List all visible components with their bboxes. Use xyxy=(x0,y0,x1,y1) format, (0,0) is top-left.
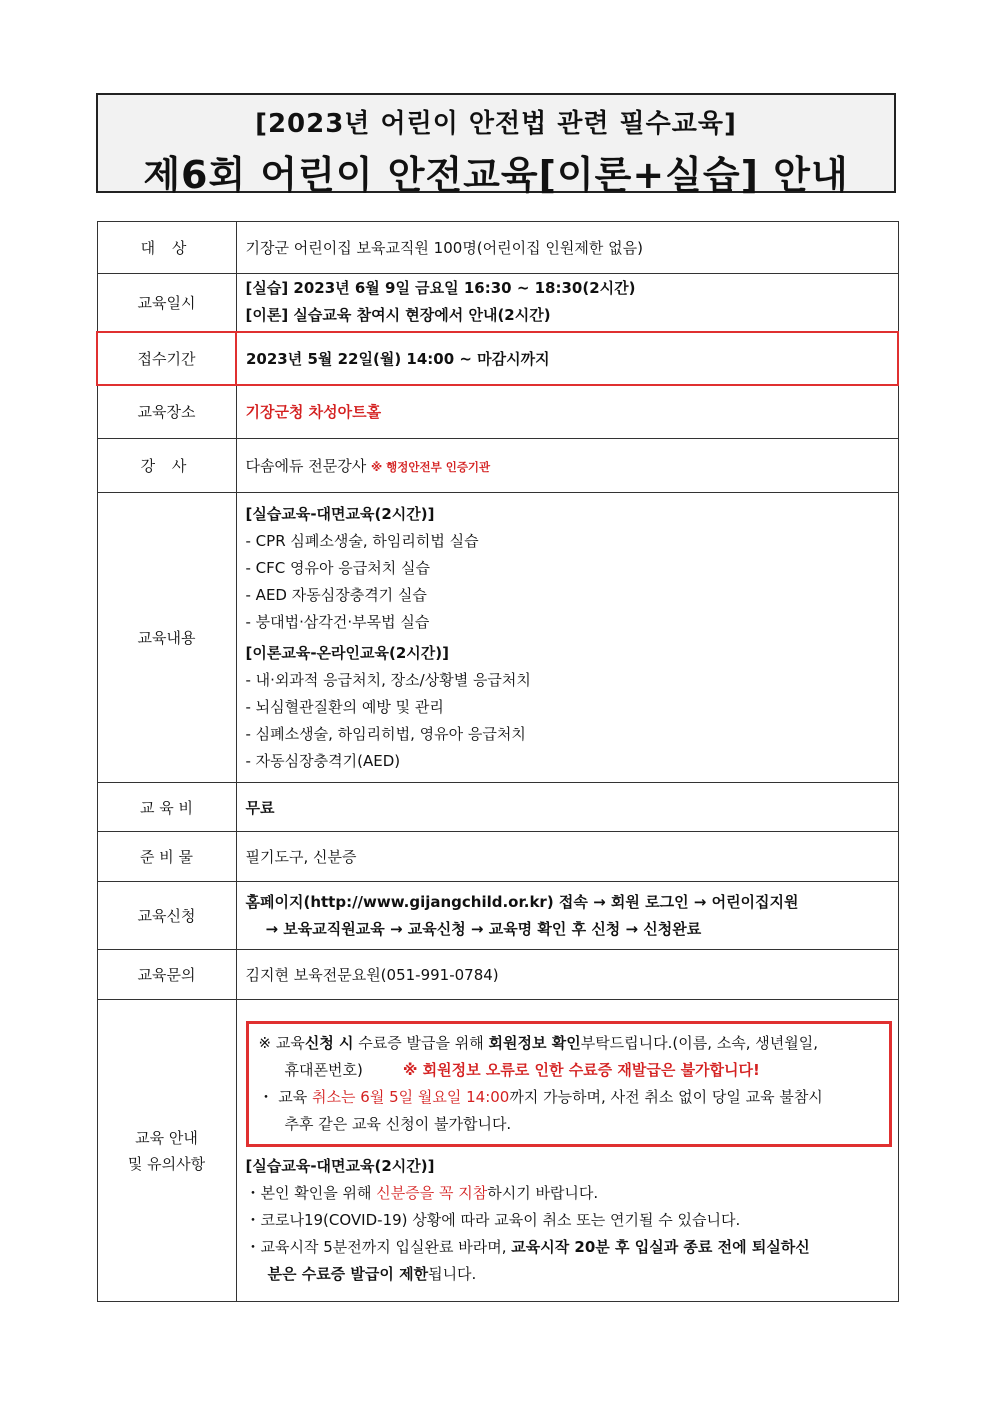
row-content xyxy=(97,493,898,783)
info-table xyxy=(96,221,899,1302)
list-item: 분은 수료증 발급이 제한됩니다. xyxy=(267,1265,477,1283)
list-item: - 내·외과적 응급처치, 장소/상황별 응급처치 xyxy=(245,670,531,689)
value-reception: 2023년 5월 22일(월) 14:00 ~ 마감시까지 xyxy=(236,332,898,385)
notice-text: 휴대폰번호) xyxy=(284,1061,363,1079)
value-fee: 무료 xyxy=(236,783,898,832)
value-target: 기장군 어린이집 보육교직원 100명(어린이집 인원제한 없음) xyxy=(236,222,898,274)
apply-line-2: → 보육교직원교육 → 교육신청 → 교육명 확인 후 신청 → 신청완료 xyxy=(265,919,702,938)
label-schedule: 교육일시 xyxy=(97,274,236,332)
page-title: 제6회 어린이 안전교육[이론+실습] 안내 xyxy=(143,153,849,197)
practice-title: [실습교육-대면교육(2시간)] xyxy=(245,504,435,523)
label-supplies: 준 비 물 xyxy=(97,832,236,882)
value-instructor: 다솜에듀 전문강사 xyxy=(245,457,367,475)
row-notes xyxy=(97,1000,898,1302)
row-target xyxy=(97,222,898,274)
theory-title: [이론교육-온라인교육(2시간)] xyxy=(245,643,449,662)
title-box xyxy=(96,93,896,197)
label-apply: 교육신청 xyxy=(97,882,236,950)
schedule-practice: [실습] 2023년 6월 9일 금요일 16:30 ~ 18:30(2시간) xyxy=(245,279,636,298)
list-item: - 뇌심혈관질환의 예방 및 관리 xyxy=(245,697,444,716)
notice-text: 신청 시 xyxy=(304,1034,354,1052)
schedule-theory: [이론] 실습교육 참여시 현장에서 안내(2시간) xyxy=(245,306,551,325)
notice-text: 추후 같은 교육 신청이 불가합니다. xyxy=(284,1115,512,1133)
row-schedule xyxy=(97,274,898,332)
value-venue: 기장군청 차성아트홀 xyxy=(236,385,898,439)
list-item: - CPR 심폐소생술, 하임리히법 실습 xyxy=(245,531,479,550)
notice-text: 까지 가능하며, 사전 취소 없이 당일 교육 불참시 xyxy=(509,1088,823,1106)
notice-text: 수료증 발급을 위해 xyxy=(353,1034,489,1052)
notice-cancel-deadline: 취소는 6월 5일 월요일 14:00 xyxy=(312,1088,510,1106)
list-item: ・본인 확인을 위해 신분증을 꼭 지참하시기 바랍니다. xyxy=(245,1184,599,1202)
label-target: 대 상 xyxy=(97,222,236,274)
notice-text: ・ 교육 xyxy=(258,1088,313,1106)
row-fee xyxy=(97,783,898,832)
list-item: - 심폐소생술, 하임리히법, 영유아 응급처치 xyxy=(245,724,526,743)
label-instructor: 강 사 xyxy=(97,439,236,493)
value-inquiry: 김지현 보육전문요원(051-991-0784) xyxy=(236,950,898,1000)
value-supplies: 필기도구, 신분증 xyxy=(236,832,898,882)
notice-text: 부탁드립니다.(이름, 소속, 생년월일, xyxy=(580,1034,819,1052)
row-reception xyxy=(97,332,898,385)
apply-line-1: 홈페이지(http://www.gijangchild.or.kr) 접속 → 회원 로그인 → 어린이집지원 xyxy=(245,892,799,911)
notes-section-title: [실습교육-대면교육(2시간)] xyxy=(245,1157,435,1175)
label-inquiry: 교육문의 xyxy=(97,950,236,1000)
list-item: ・교육시작 5분전까지 입실완료 바라며, 교육시작 20분 후 입실과 종료 전에 퇴실하신 xyxy=(245,1238,810,1256)
row-instructor xyxy=(97,439,898,493)
instructor-note: ※ 행정안전부 인증기관 xyxy=(370,460,491,474)
list-item: - AED 자동심장충격기 실습 xyxy=(245,585,427,604)
list-item: ・코로나19(COVID-19) 상황에 따라 교육이 취소 또는 연기될 수 있습니다. xyxy=(245,1211,741,1229)
row-inquiry xyxy=(97,950,898,1000)
notice-text: ※ 교육 xyxy=(258,1034,305,1052)
row-supplies xyxy=(97,832,898,882)
label-reception: 접수기간 xyxy=(97,332,236,385)
notice-warning: ※ 회원정보 오류로 인한 수료증 재발급은 불가합니다! xyxy=(402,1061,760,1079)
list-item: - 자동심장충격기(AED) xyxy=(245,751,401,770)
label-fee: 교 육 비 xyxy=(97,783,236,832)
label-notes-2: 및 유의사항 xyxy=(127,1154,206,1173)
notice-box xyxy=(246,1021,892,1147)
label-notes-1: 교육 안내 xyxy=(135,1128,198,1147)
page-subtitle: [2023년 어린이 안전법 관련 필수교육] xyxy=(255,109,737,139)
list-item: - CFC 영유아 응급처치 실습 xyxy=(245,558,430,577)
row-venue xyxy=(97,385,898,439)
row-apply xyxy=(97,882,898,950)
list-item: - 붕대법·삼각건·부목법 실습 xyxy=(245,612,430,631)
notice-text: 회원정보 확인 xyxy=(488,1034,581,1052)
label-content: 교육내용 xyxy=(97,493,236,783)
label-venue: 교육장소 xyxy=(97,385,236,439)
